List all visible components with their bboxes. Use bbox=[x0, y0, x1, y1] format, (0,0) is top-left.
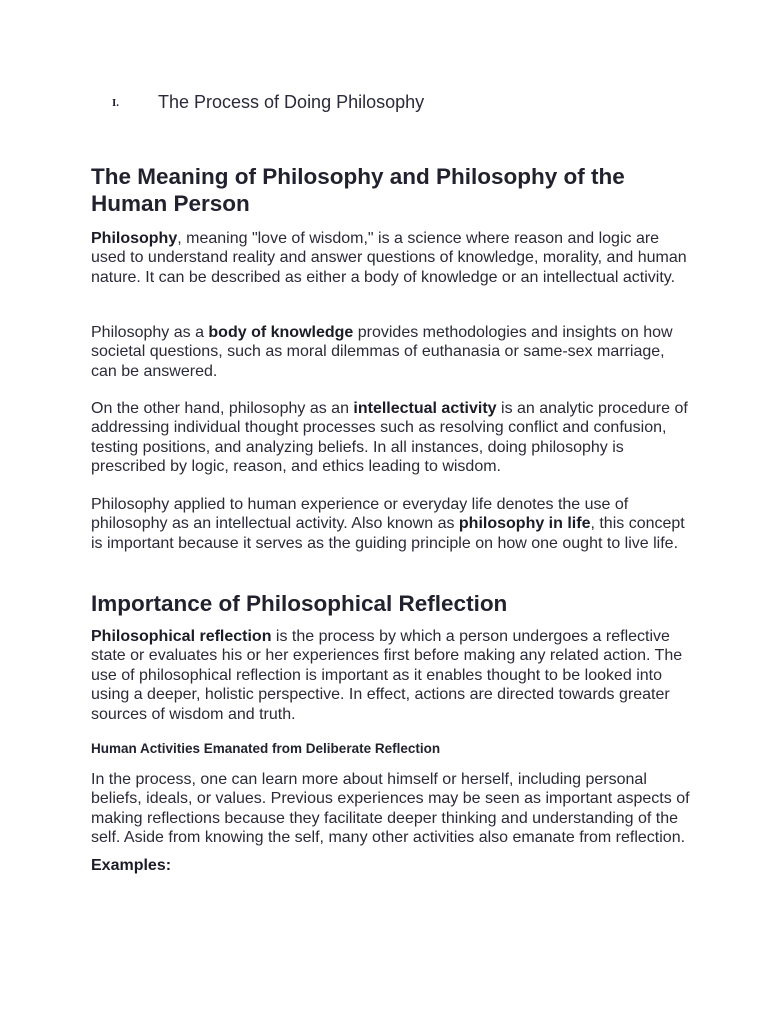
paragraph-text: , this concept is important because it serves as the guiding principle on how one ought to live life. bbox=[91, 515, 685, 552]
paragraph-text: Philosophy applied to human experience or everyday life denotes the use of philosophy as an intellectual activity. Also known as bbox=[91, 496, 629, 533]
subheading-human-activities: Human Activities Emanated from Deliberate Reflection bbox=[91, 741, 441, 756]
paragraph-philosophical-reflection bbox=[91, 627, 691, 724]
outline-marker: I. bbox=[112, 96, 120, 109]
outline-item bbox=[112, 92, 424, 113]
bold-term: philosophy in life bbox=[458, 515, 591, 533]
bold-term: Philosophical reflection bbox=[91, 628, 272, 645]
bold-term: Philosophy bbox=[91, 230, 178, 247]
paragraph-text: is an analytic procedure of addressing individual thought processes such as resolving conflict and confusion, testing positions, and analyzing beliefs. In all instances, doing philosophy is prescribed by logic, reason, and ethics leading to wisdom. bbox=[91, 400, 688, 476]
outline-title: The Process of Doing Philosophy bbox=[158, 92, 425, 112]
paragraph-self-knowledge: In the process, one can learn more about himself or herself, including personal beliefs, ideals, or values. Previous experiences may be seen as important aspects of making reflections because they facilitate deeper thinking and understanding of the self. Aside from knowing the self, many other activities also emanate from reflection. bbox=[91, 771, 690, 847]
paragraph-text: On the other hand, philosophy as an bbox=[91, 400, 354, 417]
paragraph-body-of-knowledge bbox=[91, 323, 691, 381]
paragraph-text: provides methodologies and insights on how societal questions, such as moral dilemmas of euthanasia or same-sex marriage, can be answered. bbox=[91, 324, 673, 380]
examples-label: Examples: bbox=[91, 857, 172, 874]
bold-term: body of knowledge bbox=[208, 324, 354, 341]
paragraph-philosophy-definition bbox=[91, 229, 691, 287]
bold-term: intellectual activity bbox=[353, 400, 497, 417]
paragraph-text: , meaning "love of wisdom," is a science where reason and logic are used to understand reality and answer questions of knowledge, morality, and human nature. It can be described as either a body of knowledge or an intellectual activity. bbox=[91, 230, 687, 286]
section-heading-meaning: The Meaning of Philosophy and Philosophy of the Human Person bbox=[91, 164, 625, 216]
section-heading-reflection: Importance of Philosophical Reflection bbox=[91, 591, 508, 616]
paragraph-text: is the process by which a person undergoes a reflective state or evaluates his or her experiences first before making any related action. The use of philosophical reflection is important as it enables thought to be looked into using a deeper, holistic perspective. In effect, actions are directed towards greater sources of wisdom and truth. bbox=[91, 628, 683, 723]
paragraph-intellectual-activity bbox=[91, 399, 691, 477]
paragraph-philosophy-in-life bbox=[91, 495, 691, 553]
paragraph-text: Philosophy as a bbox=[91, 324, 209, 341]
